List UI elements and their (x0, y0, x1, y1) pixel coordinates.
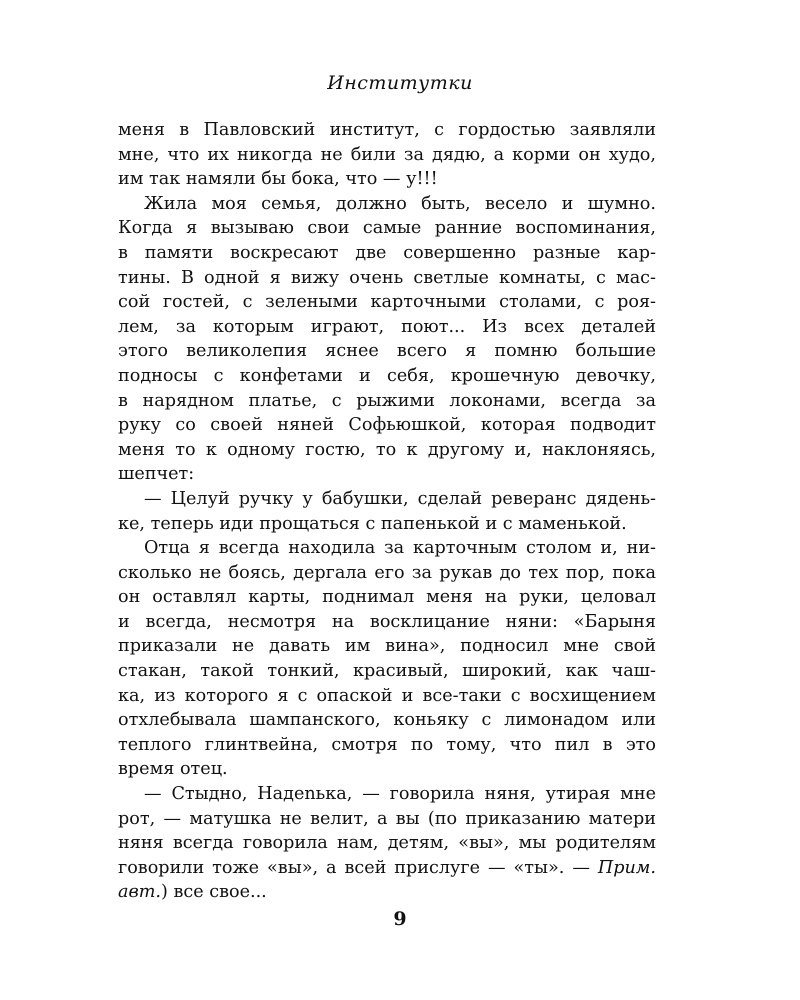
text-line (118, 487, 656, 512)
body-text (118, 118, 656, 905)
text-line (118, 315, 656, 340)
text-line (118, 339, 656, 364)
text-line (118, 241, 656, 266)
line-text: руку со своей няней Софьюшкой, которая подводит (118, 415, 656, 436)
italic-fragment: Прим. (597, 857, 656, 878)
line-text: и всегда, несмотря на восклицание няни: «Барыня (118, 611, 656, 632)
line-text: ке, теперь иди прощаться с папенькой и с маменькой. (118, 513, 627, 534)
line-text: сой гостей, с зелеными карточными столами, с роя- (118, 292, 656, 313)
line-text: он оставлял карты, поднимал меня на руки, целовал (118, 587, 656, 608)
line-text: мне, что их никогда не били за дядю, а корми он худо, (118, 144, 656, 165)
line-text: в памяти воскресают две совершенно разные кар- (118, 242, 656, 263)
line-text: приказали не давать им вина», подносил мне свой (118, 636, 656, 657)
text-line (118, 782, 656, 807)
line-text: этого великолепия яснее всего я помню большие (118, 341, 656, 362)
text-line (118, 708, 656, 733)
text-line (118, 413, 656, 438)
text-line (118, 659, 656, 684)
text-line (118, 438, 656, 463)
line-text: Жила моя семья, должно быть, весело и шумно. (144, 193, 656, 214)
line-text: подносы с конфетами и себя, крошечную девочку, (118, 365, 656, 386)
line-text: Когда я вызываю свои самые ранние воспоминания, (118, 218, 656, 239)
text-line (118, 684, 656, 709)
text-line (118, 192, 656, 217)
text-line (118, 536, 656, 561)
text-line (118, 216, 656, 241)
text-line (118, 118, 656, 143)
line-text: сколько не боясь, дергала его за рукав до тех пор, пока (118, 562, 656, 583)
text-line (118, 290, 656, 315)
text-line (118, 831, 656, 856)
line-text: тины. В одной я вижу очень светлые комнаты, с мас- (118, 267, 656, 288)
line-text: меня в Павловский институт, с гордостью заявляли (118, 120, 656, 140)
line-text: лем, за которым играют, поют... Из всех деталей (118, 316, 656, 337)
running-title: Институтки (327, 72, 473, 94)
line-text: отхлебывала шампанского, коньяку с лимонадом или (118, 710, 656, 731)
line-text: ка, из которого я с опаской и все-таки с восхищением (118, 685, 656, 706)
line-text: няня всегда говорила нам, детям, «вы», мы родителям (118, 833, 656, 854)
text-line (118, 807, 656, 832)
text-line (118, 462, 656, 487)
italic-fragment: авт. (118, 882, 162, 903)
line-text: — Стыдно, Надenька, — говорила няня, утирая мне (144, 784, 656, 805)
line-text: Отца я всегда находила за карточным столом и, ни- (144, 538, 656, 559)
text-line (118, 757, 656, 782)
text-line: авт.) все свое... (118, 882, 267, 903)
line-text: в нарядном платье, с рыжими локонами, всегда за (118, 390, 656, 411)
line-text: теплого глинтвейна, смотря по тому, что пил в это (118, 734, 656, 755)
text-line (118, 512, 656, 537)
line-text: шепчет: (118, 464, 195, 485)
text-line (118, 167, 656, 192)
text-line (118, 585, 656, 610)
line-text: время отец. (118, 759, 228, 780)
text-line (118, 389, 656, 414)
text-line (118, 561, 656, 586)
text-line (118, 610, 656, 635)
line-text: — Целуй ручку у бабушки, сделай реверанс дядень- (144, 488, 656, 509)
text-line (118, 733, 656, 758)
text-line (118, 856, 656, 881)
text-line (118, 266, 656, 291)
line-text: стакан, такой тонкий, красивый, широкий, как чаш- (118, 661, 656, 682)
line-text: меня то к одному гостю, то к другому и, наклоняясь, (118, 439, 656, 460)
text-line (118, 634, 656, 659)
line-text: говорили тоже «вы», а всей прислуге — «ты». — (118, 857, 598, 878)
page-number: 9 (393, 908, 407, 930)
line-text: рот, — матушка не велит, а вы (по приказанию матери (118, 808, 656, 829)
text-line (118, 143, 656, 168)
line-text: им так намяли бы бока, что — у!!! (118, 169, 438, 190)
text-line (118, 364, 656, 389)
